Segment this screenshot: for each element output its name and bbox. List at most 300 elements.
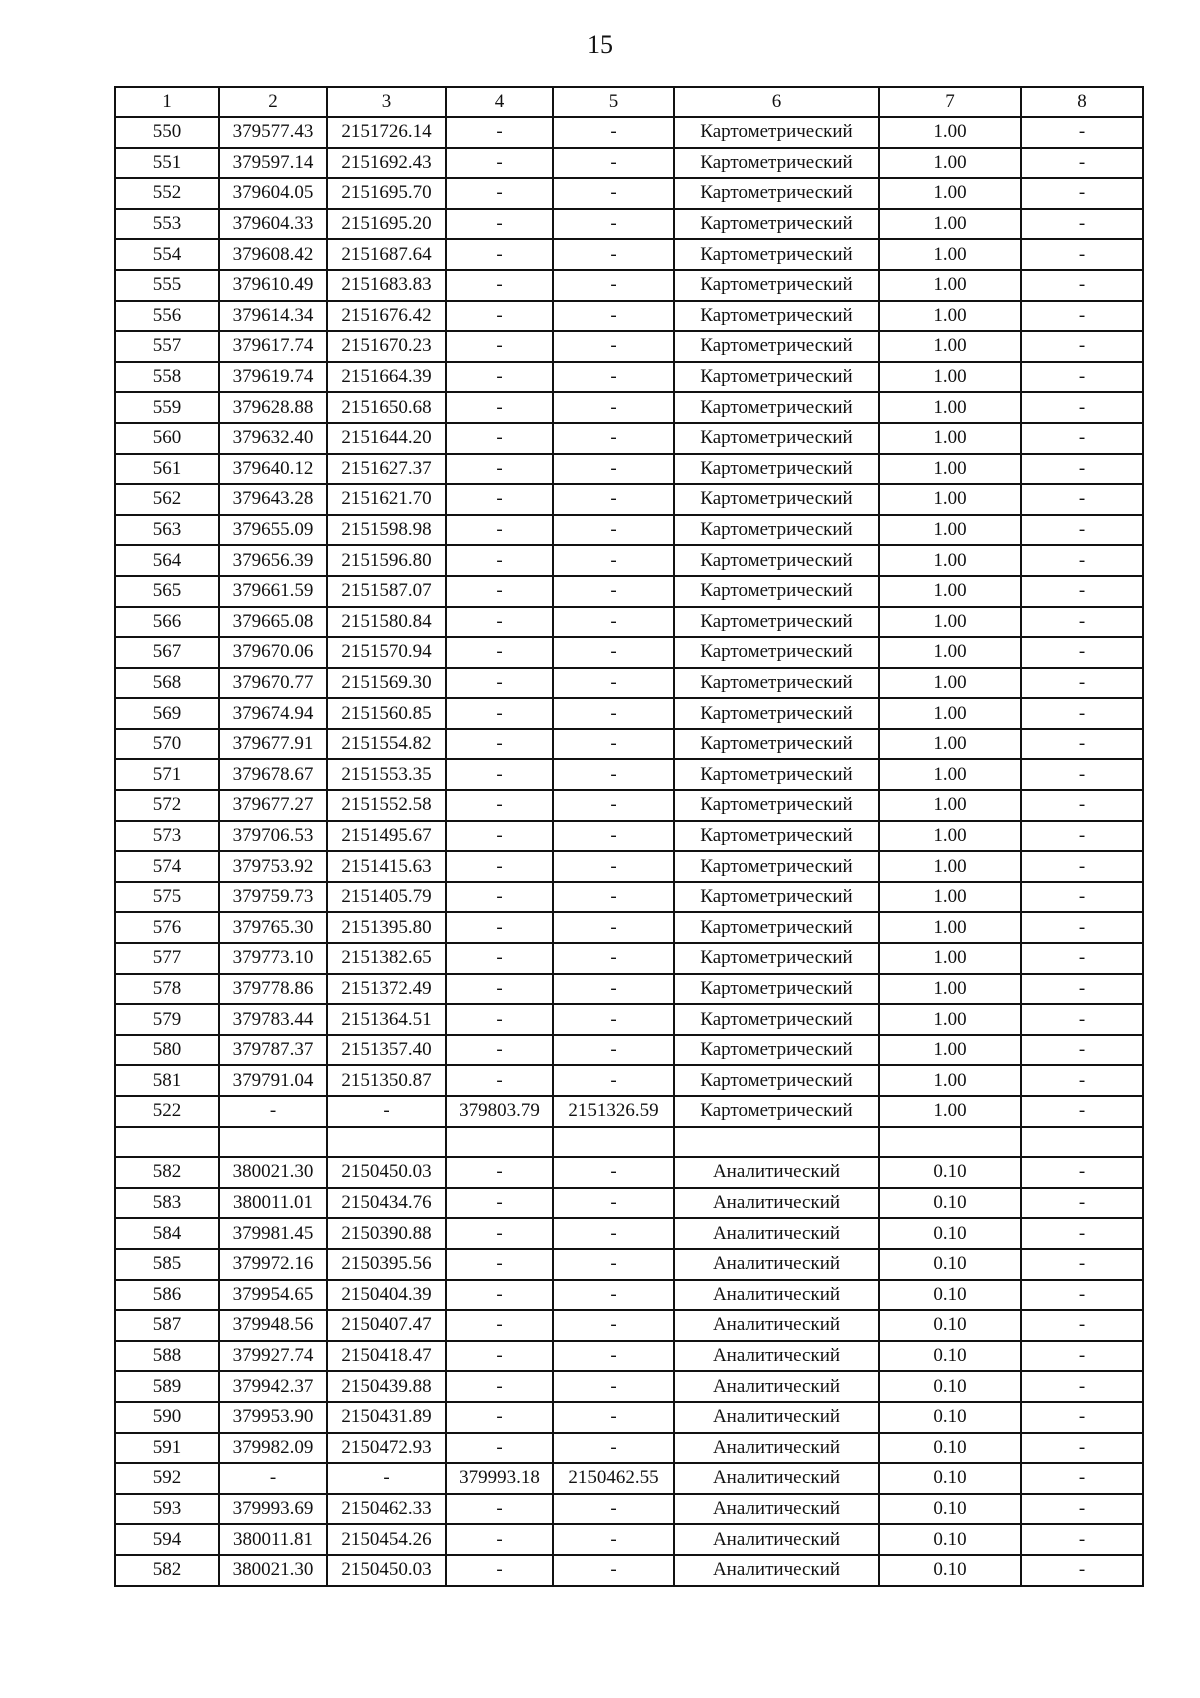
x-new-cell: - xyxy=(446,117,553,148)
y-cell: 2151695.70 xyxy=(327,178,446,209)
y-new-cell: - xyxy=(553,821,674,852)
method-cell xyxy=(674,1127,879,1158)
point-number-cell: 585 xyxy=(115,1249,219,1280)
point-number-cell: 559 xyxy=(115,392,219,423)
y-cell: 2151357.40 xyxy=(327,1035,446,1066)
y-cell: 2150431.89 xyxy=(327,1402,446,1433)
x-new-cell: - xyxy=(446,392,553,423)
accuracy-cell: 1.00 xyxy=(879,1004,1021,1035)
y-new-cell: - xyxy=(553,1218,674,1249)
accuracy-cell: 1.00 xyxy=(879,392,1021,423)
note-cell: - xyxy=(1021,239,1143,270)
note-cell: - xyxy=(1021,1218,1143,1249)
point-number-cell: 560 xyxy=(115,423,219,454)
y-cell: 2151372.49 xyxy=(327,974,446,1005)
accuracy-cell: 0.10 xyxy=(879,1280,1021,1311)
table-row xyxy=(115,882,1143,913)
point-number-cell: 582 xyxy=(115,1555,219,1586)
x-cell: 379655.09 xyxy=(219,515,327,546)
x-new-cell: - xyxy=(446,1065,553,1096)
point-number-cell xyxy=(115,1127,219,1158)
y-cell: 2150450.03 xyxy=(327,1157,446,1188)
method-cell: Картометрический xyxy=(674,423,879,454)
accuracy-cell: 0.10 xyxy=(879,1157,1021,1188)
method-cell: Картометрический xyxy=(674,1035,879,1066)
table-row xyxy=(115,851,1143,882)
note-cell: - xyxy=(1021,270,1143,301)
y-new-cell: - xyxy=(553,1280,674,1311)
table-header-row xyxy=(115,87,1143,117)
method-cell: Картометрический xyxy=(674,668,879,699)
x-new-cell: - xyxy=(446,1402,553,1433)
y-new-cell: - xyxy=(553,392,674,423)
x-cell: 380021.30 xyxy=(219,1157,327,1188)
x-new-cell: - xyxy=(446,1433,553,1464)
note-cell: - xyxy=(1021,1096,1143,1127)
accuracy-cell: 1.00 xyxy=(879,484,1021,515)
table-row xyxy=(115,1004,1143,1035)
accuracy-cell: 0.10 xyxy=(879,1218,1021,1249)
x-cell: 379787.37 xyxy=(219,1035,327,1066)
note-cell: - xyxy=(1021,1524,1143,1555)
x-new-cell: - xyxy=(446,484,553,515)
table-row xyxy=(115,790,1143,821)
table-row xyxy=(115,607,1143,638)
x-new-cell: - xyxy=(446,423,553,454)
x-cell: 379677.27 xyxy=(219,790,327,821)
x-cell: 380011.81 xyxy=(219,1524,327,1555)
accuracy-cell: 1.00 xyxy=(879,270,1021,301)
accuracy-cell: 1.00 xyxy=(879,607,1021,638)
accuracy-cell: 1.00 xyxy=(879,515,1021,546)
accuracy-cell: 1.00 xyxy=(879,790,1021,821)
note-cell: - xyxy=(1021,484,1143,515)
y-new-cell: - xyxy=(553,1524,674,1555)
method-cell: Картометрический xyxy=(674,882,879,913)
table-row xyxy=(115,1127,1143,1158)
method-cell: Аналитический xyxy=(674,1310,879,1341)
accuracy-cell: 0.10 xyxy=(879,1371,1021,1402)
method-cell: Картометрический xyxy=(674,515,879,546)
table-row xyxy=(115,729,1143,760)
x-new-cell: - xyxy=(446,1524,553,1555)
x-new-cell: - xyxy=(446,1004,553,1035)
method-cell: Картометрический xyxy=(674,392,879,423)
x-new-cell: - xyxy=(446,790,553,821)
x-cell: 379661.59 xyxy=(219,576,327,607)
y-cell: 2151569.30 xyxy=(327,668,446,699)
y-new-cell: - xyxy=(553,423,674,454)
accuracy-cell: 0.10 xyxy=(879,1524,1021,1555)
table-row xyxy=(115,1280,1143,1311)
point-number-cell: 563 xyxy=(115,515,219,546)
y-new-cell: - xyxy=(553,1341,674,1372)
y-new-cell: 2151326.59 xyxy=(553,1096,674,1127)
accuracy-cell: 1.00 xyxy=(879,821,1021,852)
note-cell: - xyxy=(1021,1494,1143,1525)
x-cell: 379640.12 xyxy=(219,454,327,485)
y-new-cell: - xyxy=(553,178,674,209)
method-cell: Картометрический xyxy=(674,912,879,943)
x-new-cell: - xyxy=(446,759,553,790)
x-cell: 379614.34 xyxy=(219,301,327,332)
x-cell: 379604.05 xyxy=(219,178,327,209)
y-new-cell: - xyxy=(553,729,674,760)
x-new-cell: - xyxy=(446,301,553,332)
x-new-cell: - xyxy=(446,1280,553,1311)
point-number-cell: 553 xyxy=(115,209,219,240)
accuracy-cell: 1.00 xyxy=(879,759,1021,790)
y-cell: 2151552.58 xyxy=(327,790,446,821)
accuracy-cell: 1.00 xyxy=(879,239,1021,270)
accuracy-cell: 0.10 xyxy=(879,1463,1021,1494)
x-new-cell: - xyxy=(446,362,553,393)
x-new-cell: - xyxy=(446,1188,553,1219)
table-row xyxy=(115,1096,1143,1127)
point-number-cell: 555 xyxy=(115,270,219,301)
note-cell: - xyxy=(1021,117,1143,148)
x-cell: 379981.45 xyxy=(219,1218,327,1249)
y-cell: 2150407.47 xyxy=(327,1310,446,1341)
y-cell: 2151644.20 xyxy=(327,423,446,454)
x-new-cell: - xyxy=(446,209,553,240)
point-number-cell: 582 xyxy=(115,1157,219,1188)
accuracy-cell: 1.00 xyxy=(879,209,1021,240)
table-row xyxy=(115,331,1143,362)
y-cell: 2150472.93 xyxy=(327,1433,446,1464)
x-new-cell: - xyxy=(446,607,553,638)
accuracy-cell: 0.10 xyxy=(879,1494,1021,1525)
x-new-cell: - xyxy=(446,698,553,729)
y-cell: 2150439.88 xyxy=(327,1371,446,1402)
point-number-cell: 584 xyxy=(115,1218,219,1249)
y-cell: 2151364.51 xyxy=(327,1004,446,1035)
x-new-cell xyxy=(446,1127,553,1158)
note-cell: - xyxy=(1021,1463,1143,1494)
point-number-cell: 566 xyxy=(115,607,219,638)
x-new-cell: - xyxy=(446,1157,553,1188)
method-cell: Картометрический xyxy=(674,545,879,576)
point-number-cell: 581 xyxy=(115,1065,219,1096)
method-cell: Аналитический xyxy=(674,1218,879,1249)
table-row xyxy=(115,912,1143,943)
point-number-cell: 576 xyxy=(115,912,219,943)
method-cell: Аналитический xyxy=(674,1463,879,1494)
table-row xyxy=(115,1524,1143,1555)
x-cell: 379617.74 xyxy=(219,331,327,362)
y-new-cell: - xyxy=(553,484,674,515)
note-cell: - xyxy=(1021,759,1143,790)
table-row xyxy=(115,484,1143,515)
table-row xyxy=(115,943,1143,974)
y-new-cell: - xyxy=(553,943,674,974)
y-cell: 2151560.85 xyxy=(327,698,446,729)
y-cell: 2151405.79 xyxy=(327,882,446,913)
x-new-cell: 379803.79 xyxy=(446,1096,553,1127)
point-number-cell: 567 xyxy=(115,637,219,668)
table-body xyxy=(115,117,1143,1586)
x-cell: 379610.49 xyxy=(219,270,327,301)
point-number-cell: 569 xyxy=(115,698,219,729)
y-cell: 2151676.42 xyxy=(327,301,446,332)
table-row xyxy=(115,515,1143,546)
x-new-cell: - xyxy=(446,1218,553,1249)
y-new-cell: - xyxy=(553,1494,674,1525)
x-cell: 379982.09 xyxy=(219,1433,327,1464)
y-new-cell: - xyxy=(553,1004,674,1035)
x-cell: 379619.74 xyxy=(219,362,327,393)
x-cell xyxy=(219,1127,327,1158)
method-cell: Картометрический xyxy=(674,1096,879,1127)
point-number-cell: 552 xyxy=(115,178,219,209)
table-row xyxy=(115,178,1143,209)
y-cell: 2150434.76 xyxy=(327,1188,446,1219)
y-new-cell: - xyxy=(553,209,674,240)
accuracy-cell: 1.00 xyxy=(879,943,1021,974)
point-number-cell: 588 xyxy=(115,1341,219,1372)
point-number-cell: 575 xyxy=(115,882,219,913)
point-number-cell: 586 xyxy=(115,1280,219,1311)
note-cell: - xyxy=(1021,1157,1143,1188)
x-new-cell: - xyxy=(446,148,553,179)
method-cell: Картометрический xyxy=(674,821,879,852)
point-number-cell: 564 xyxy=(115,545,219,576)
table-row xyxy=(115,1065,1143,1096)
y-cell: 2151664.39 xyxy=(327,362,446,393)
y-new-cell: - xyxy=(553,637,674,668)
y-new-cell: - xyxy=(553,301,674,332)
y-new-cell: - xyxy=(553,912,674,943)
y-cell: 2151553.35 xyxy=(327,759,446,790)
table-row xyxy=(115,239,1143,270)
point-number-cell: 592 xyxy=(115,1463,219,1494)
x-cell: 379665.08 xyxy=(219,607,327,638)
x-cell: 379759.73 xyxy=(219,882,327,913)
note-cell: - xyxy=(1021,576,1143,607)
x-new-cell: - xyxy=(446,1310,553,1341)
x-cell: 379972.16 xyxy=(219,1249,327,1280)
method-cell: Картометрический xyxy=(674,301,879,332)
accuracy-cell: 0.10 xyxy=(879,1402,1021,1433)
x-new-cell: - xyxy=(446,943,553,974)
x-cell: 379753.92 xyxy=(219,851,327,882)
y-new-cell: - xyxy=(553,270,674,301)
accuracy-cell: 1.00 xyxy=(879,882,1021,913)
note-cell: - xyxy=(1021,1433,1143,1464)
method-cell: Картометрический xyxy=(674,117,879,148)
method-cell: Аналитический xyxy=(674,1157,879,1188)
y-cell: 2151495.67 xyxy=(327,821,446,852)
x-cell: 380011.01 xyxy=(219,1188,327,1219)
x-cell: 379577.43 xyxy=(219,117,327,148)
y-new-cell: - xyxy=(553,148,674,179)
y-new-cell: - xyxy=(553,1433,674,1464)
page-number: 15 xyxy=(587,30,613,59)
x-new-cell: - xyxy=(446,974,553,1005)
point-number-cell: 557 xyxy=(115,331,219,362)
note-cell: - xyxy=(1021,1341,1143,1372)
note-cell: - xyxy=(1021,668,1143,699)
method-cell: Аналитический xyxy=(674,1371,879,1402)
column-header-2: 2 xyxy=(219,87,327,117)
point-number-cell: 565 xyxy=(115,576,219,607)
y-new-cell: - xyxy=(553,668,674,699)
note-cell: - xyxy=(1021,1555,1143,1586)
method-cell: Картометрический xyxy=(674,454,879,485)
table-row xyxy=(115,1494,1143,1525)
y-new-cell: - xyxy=(553,607,674,638)
note-cell: - xyxy=(1021,729,1143,760)
x-new-cell: - xyxy=(446,1494,553,1525)
method-cell: Картометрический xyxy=(674,576,879,607)
point-number-cell: 573 xyxy=(115,821,219,852)
accuracy-cell: 0.10 xyxy=(879,1249,1021,1280)
accuracy-cell: 1.00 xyxy=(879,576,1021,607)
table-row xyxy=(115,270,1143,301)
note-cell: - xyxy=(1021,1004,1143,1035)
y-cell: 2151395.80 xyxy=(327,912,446,943)
x-new-cell: - xyxy=(446,1035,553,1066)
accuracy-cell: 1.00 xyxy=(879,912,1021,943)
x-cell: 379993.69 xyxy=(219,1494,327,1525)
method-cell: Картометрический xyxy=(674,759,879,790)
method-cell: Картометрический xyxy=(674,607,879,638)
x-cell: 379927.74 xyxy=(219,1341,327,1372)
y-cell: 2150395.56 xyxy=(327,1249,446,1280)
x-new-cell: - xyxy=(446,1249,553,1280)
point-number-cell: 522 xyxy=(115,1096,219,1127)
note-cell: - xyxy=(1021,882,1143,913)
y-cell: 2151687.64 xyxy=(327,239,446,270)
x-new-cell: - xyxy=(446,454,553,485)
y-cell: 2150454.26 xyxy=(327,1524,446,1555)
point-number-cell: 591 xyxy=(115,1433,219,1464)
x-cell: 379608.42 xyxy=(219,239,327,270)
point-number-cell: 550 xyxy=(115,117,219,148)
accuracy-cell: 1.00 xyxy=(879,331,1021,362)
method-cell: Картометрический xyxy=(674,148,879,179)
accuracy-cell: 1.00 xyxy=(879,729,1021,760)
x-new-cell: - xyxy=(446,331,553,362)
note-cell: - xyxy=(1021,545,1143,576)
x-cell: 379706.53 xyxy=(219,821,327,852)
y-cell: 2151726.14 xyxy=(327,117,446,148)
method-cell: Картометрический xyxy=(674,1004,879,1035)
column-header-8: 8 xyxy=(1021,87,1143,117)
y-cell: 2151627.37 xyxy=(327,454,446,485)
method-cell: Картометрический xyxy=(674,1065,879,1096)
point-number-cell: 558 xyxy=(115,362,219,393)
method-cell: Аналитический xyxy=(674,1402,879,1433)
accuracy-cell: 1.00 xyxy=(879,698,1021,729)
table-row xyxy=(115,1218,1143,1249)
x-cell: 379604.33 xyxy=(219,209,327,240)
method-cell: Аналитический xyxy=(674,1433,879,1464)
note-cell: - xyxy=(1021,1402,1143,1433)
note-cell xyxy=(1021,1127,1143,1158)
x-cell: 379670.77 xyxy=(219,668,327,699)
x-new-cell: - xyxy=(446,668,553,699)
table-row xyxy=(115,759,1143,790)
x-cell: 379773.10 xyxy=(219,943,327,974)
table-row xyxy=(115,1402,1143,1433)
column-header-5: 5 xyxy=(553,87,674,117)
note-cell: - xyxy=(1021,209,1143,240)
y-new-cell: - xyxy=(553,1157,674,1188)
point-number-cell: 554 xyxy=(115,239,219,270)
point-number-cell: 589 xyxy=(115,1371,219,1402)
table-row xyxy=(115,698,1143,729)
y-new-cell: 2150462.55 xyxy=(553,1463,674,1494)
table-row xyxy=(115,1310,1143,1341)
point-number-cell: 571 xyxy=(115,759,219,790)
table-row xyxy=(115,1035,1143,1066)
y-cell: 2151621.70 xyxy=(327,484,446,515)
y-new-cell: - xyxy=(553,576,674,607)
x-new-cell: - xyxy=(446,637,553,668)
x-cell: - xyxy=(219,1096,327,1127)
method-cell: Аналитический xyxy=(674,1249,879,1280)
y-new-cell: - xyxy=(553,759,674,790)
x-new-cell: - xyxy=(446,1555,553,1586)
x-new-cell: - xyxy=(446,1341,553,1372)
x-new-cell: - xyxy=(446,515,553,546)
method-cell: Аналитический xyxy=(674,1494,879,1525)
note-cell: - xyxy=(1021,943,1143,974)
accuracy-cell: 1.00 xyxy=(879,545,1021,576)
note-cell: - xyxy=(1021,851,1143,882)
table-row xyxy=(115,1371,1143,1402)
method-cell: Аналитический xyxy=(674,1188,879,1219)
note-cell: - xyxy=(1021,331,1143,362)
point-number-cell: 580 xyxy=(115,1035,219,1066)
y-cell: 2151670.23 xyxy=(327,331,446,362)
method-cell: Аналитический xyxy=(674,1524,879,1555)
y-new-cell: - xyxy=(553,331,674,362)
method-cell: Картометрический xyxy=(674,637,879,668)
table-row xyxy=(115,821,1143,852)
point-number-cell: 587 xyxy=(115,1310,219,1341)
point-number-cell: 556 xyxy=(115,301,219,332)
column-header-4: 4 xyxy=(446,87,553,117)
note-cell: - xyxy=(1021,1371,1143,1402)
y-cell: 2151692.43 xyxy=(327,148,446,179)
column-header-6: 6 xyxy=(674,87,879,117)
y-new-cell xyxy=(553,1127,674,1158)
point-number-cell: 577 xyxy=(115,943,219,974)
x-new-cell: - xyxy=(446,821,553,852)
y-new-cell: - xyxy=(553,1402,674,1433)
y-cell: 2151570.94 xyxy=(327,637,446,668)
table-row xyxy=(115,362,1143,393)
x-cell: 380021.30 xyxy=(219,1555,327,1586)
note-cell: - xyxy=(1021,1280,1143,1311)
table-row xyxy=(115,974,1143,1005)
table-row xyxy=(115,1341,1143,1372)
table-row xyxy=(115,668,1143,699)
accuracy-cell: 1.00 xyxy=(879,1096,1021,1127)
y-new-cell: - xyxy=(553,1555,674,1586)
y-new-cell: - xyxy=(553,882,674,913)
accuracy-cell: 1.00 xyxy=(879,148,1021,179)
method-cell: Аналитический xyxy=(674,1341,879,1372)
x-cell: 379632.40 xyxy=(219,423,327,454)
note-cell: - xyxy=(1021,1035,1143,1066)
method-cell: Картометрический xyxy=(674,209,879,240)
point-number-cell: 579 xyxy=(115,1004,219,1035)
y-cell: 2151580.84 xyxy=(327,607,446,638)
x-new-cell: - xyxy=(446,178,553,209)
